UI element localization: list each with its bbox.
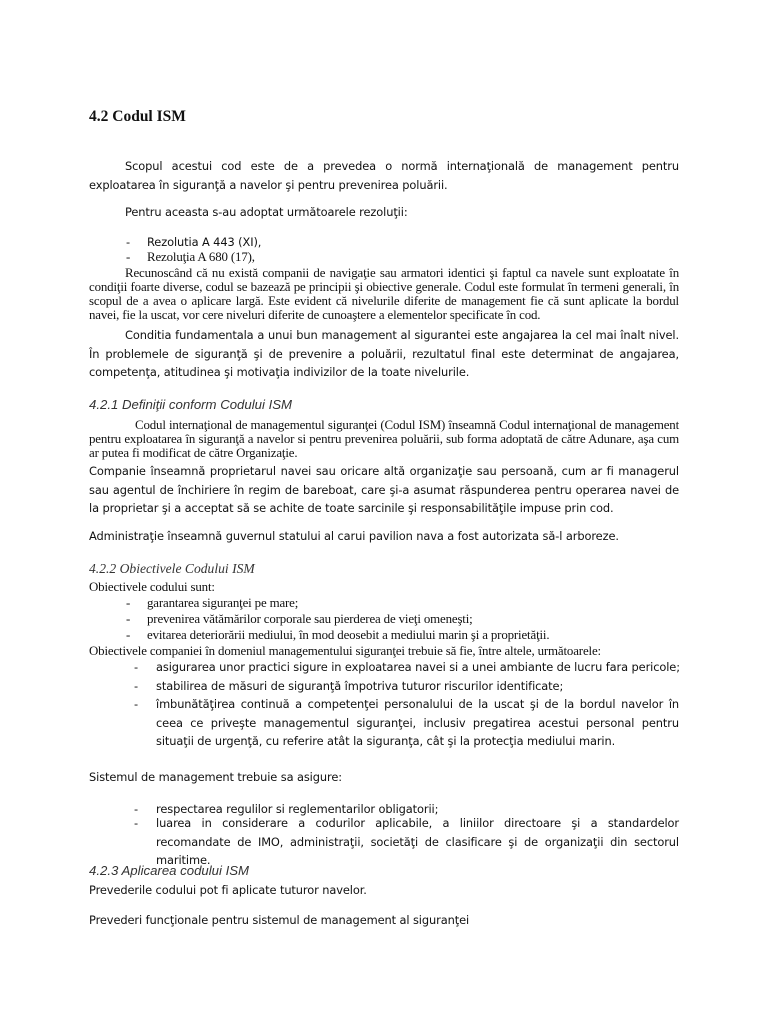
list-dash: -: [134, 679, 139, 693]
paragraph-rezolutii: Pentru aceasta s-au adoptat următoarele rezoluţii:: [125, 205, 408, 219]
paragraph-recunoscand: Recunoscând că nu există companii de navigaţie sau armatori identici şi faptul ca navele sunt exploatate în condiţii foarte diverse, codul se bazează pe principii şi obiective generale. Codul este formulat în termeni generali, în scopul de a avea o aplicare largă. Este evident că nivelurile diferite de management fie că sunt aplicate la bordul navei, fie la uscat, vor cere niveluri diferite de cunoaştere a elementelor specificate în cod.: [89, 266, 679, 322]
companie-intro: Obiectivele companiei în domeniul managementului siguranţei trebuie să fie, între altele, următoarele:: [89, 644, 601, 658]
paragraph-scop: Scopul acestui cod este de a prevedea o normă internaţională de management pentru exploatarea în siguranţă a navelor şi pentru prevenirea poluării.: [89, 159, 679, 192]
list-item: asigurarea unor practici sigure in exploatarea navei si a unei ambiante de lucru fara pericole;: [156, 660, 680, 674]
list-dash: -: [134, 697, 139, 711]
list-dash: -: [126, 628, 131, 642]
obiectiv-item: prevenirea vătămărilor corporale sau pierderea de vieţi omeneşti;: [147, 612, 473, 626]
obiectiv-item: garantarea siguranţei pe mare;: [147, 596, 299, 610]
paragraph-functionale: Prevederi funcţionale pentru sistemul de management al siguranţei: [89, 913, 470, 927]
paragraph-prevederile: Prevederile codului pot fi aplicate tuturor navelor.: [89, 883, 367, 897]
resolution-item: Rezoluţia A 680 (17),: [147, 250, 255, 264]
paragraph-conditia: Conditia fundamentala a unui bun management al sigurantei este angajarea la cel mai înalt nivel. În problemele de siguranţă şi de prevenire a poluării, rezultatul final este determinat de angajarea, competenţa, atitudinea şi motivaţia indivizilor de la toate nivelurile.: [89, 328, 679, 379]
list-item: îmbunătăţirea continuă a competenţei personalului de la uscat şi de la bordul navelor în ceea ce priveşte managementul siguranţei, inclusiv pregatirea acestui personal pentru situaţii de urgenţă, cu referire atât la siguranţa, cât şi la protecţia mediului marin.: [156, 697, 679, 748]
list-dash: -: [134, 802, 139, 816]
resolution-item: Rezolutia A 443 (XI),: [147, 235, 262, 249]
heading-definitii: 4.2.1 Definiţii conform Codului ISM: [89, 397, 293, 412]
list-dash: -: [126, 596, 131, 610]
obiective-intro: Obiectivele codului sunt:: [89, 580, 215, 594]
list-dash: -: [126, 612, 131, 626]
list-item: respectarea regulilor si reglementarilor obligatorii;: [156, 802, 439, 816]
list-dash: -: [126, 250, 131, 264]
paragraph-administratie: Administraţie înseamnă guvernul statului al carui pavilion nava a fost autorizata să-l arboreze.: [89, 529, 619, 543]
list-dash: -: [126, 235, 131, 249]
heading-obiective: 4.2.2 Obiectivele Codului ISM: [89, 561, 255, 576]
obiectiv-item: evitarea deteriorării mediului, în mod deosebit a mediului marin şi a proprietăţii.: [147, 628, 550, 642]
heading-aplicarea: 4.2.3 Aplicarea codului ISM: [89, 863, 250, 878]
paragraph-codul-ism: Codul internaţional de managementul siguranţei (Codul ISM) înseamnă Codul internaţional de management pentru exploatarea în siguranţă a navelor si pentru prevenirea poluării, sub forma adoptată de către Adunare, aşa cum ar putea fi modificat de către Organizaţie.: [89, 418, 679, 460]
list-item: luarea in considerare a codurilor aplicabile, a liniilor directoare şi a standardelor recomandate de IMO, administraţii, societăţi de clasificare şi de organizaţii din sectorul maritime.: [156, 816, 679, 867]
section-title: 4.2 Codul ISM: [89, 108, 186, 125]
sistem-intro: Sistemul de management trebuie sa asigure:: [89, 770, 342, 784]
paragraph-companie: Companie înseamnă proprietarul navei sau oricare altă organizaţie sau persoană, cum ar fi managerul sau agentul de închiriere în regim de bareboat, care şi-a asumat răspunderea pentru operarea navei de la proprietar şi a acceptat să se achite de toate sarcinile şi responsabilităţile impuse prin cod.: [89, 464, 679, 515]
list-dash: -: [134, 660, 139, 674]
list-dash: -: [134, 816, 139, 830]
list-item: stabilirea de măsuri de siguranţă împotriva tuturor riscurilor identificate;: [156, 679, 564, 693]
